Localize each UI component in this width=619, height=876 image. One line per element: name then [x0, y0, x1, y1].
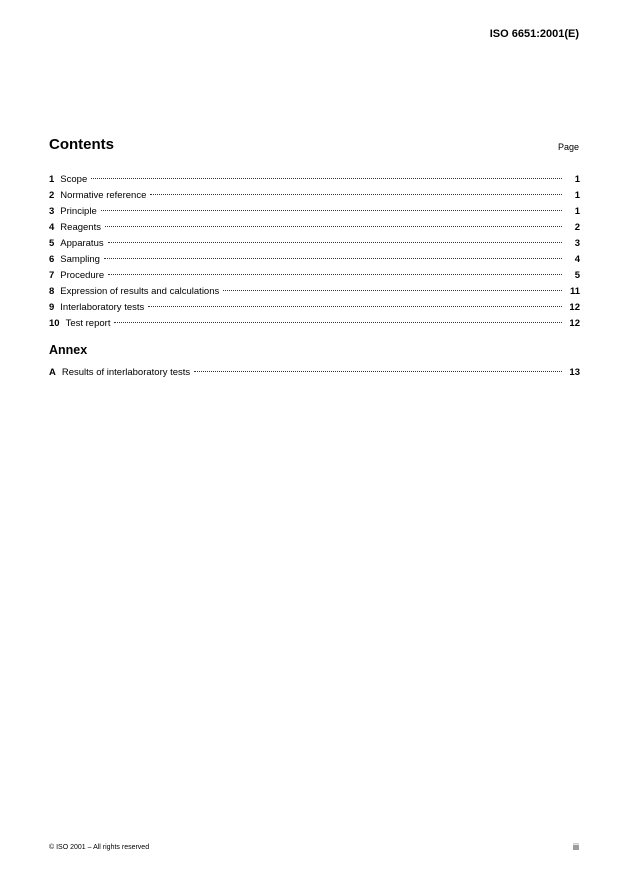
toc-entry-number: 8 — [49, 286, 55, 297]
toc-dot-leader — [148, 306, 562, 307]
toc-dot-leader — [114, 322, 562, 323]
toc-entry-number: 9 — [49, 302, 55, 313]
toc-entry-number: 2 — [49, 190, 55, 201]
annex-list — [49, 365, 580, 381]
toc-entry[interactable] — [49, 188, 580, 204]
toc-entry-number: 6 — [49, 254, 55, 265]
toc-entry-page: 1 — [574, 174, 580, 185]
toc-entry-title: Normative reference — [60, 190, 147, 201]
toc-entry[interactable] — [49, 220, 580, 236]
annex-entry-page: 13 — [569, 367, 580, 378]
page-column-label: Page — [557, 142, 579, 152]
toc-entry[interactable] — [49, 284, 580, 300]
annex-heading: Annex — [49, 343, 88, 357]
toc-dot-leader — [101, 210, 562, 211]
toc-entry-title: Procedure — [60, 270, 105, 281]
toc-entry-page: 4 — [574, 254, 580, 265]
toc-entry[interactable] — [49, 300, 580, 316]
toc-entry-number: 4 — [49, 222, 55, 233]
toc-dot-leader — [108, 274, 562, 275]
toc-entry-page: 1 — [574, 206, 580, 217]
toc-entry-title: Interlaboratory tests — [60, 302, 145, 313]
toc-entry-number: 3 — [49, 206, 55, 217]
toc-entry-page: 5 — [574, 270, 580, 281]
toc-entry-page: 12 — [569, 318, 580, 329]
toc-dot-leader — [108, 242, 562, 243]
footer-page-number: iii — [573, 842, 579, 852]
toc-entry[interactable] — [49, 204, 580, 220]
document-id-header: ISO 6651:2001(E) — [489, 28, 579, 40]
toc-entry-title: Sampling — [60, 254, 100, 265]
toc-entry-title: Apparatus — [60, 238, 104, 249]
toc-dot-leader — [150, 194, 562, 195]
toc-dot-leader — [105, 226, 562, 227]
annex-entry-title: Results of interlaboratory tests — [61, 367, 191, 378]
footer-copyright: © ISO 2001 – All rights reserved — [49, 844, 150, 851]
toc-dot-leader — [223, 290, 562, 291]
toc-entry[interactable] — [49, 252, 580, 268]
contents-title: Contents — [49, 136, 114, 153]
annex-entry-letter: A — [49, 367, 56, 378]
toc-entry-title: Reagents — [60, 222, 101, 233]
table-of-contents — [49, 172, 580, 332]
toc-entry-title: Scope — [60, 174, 88, 185]
toc-entry-title: Expression of results and calculations — [60, 286, 220, 297]
toc-entry-title: Test report — [65, 318, 111, 329]
toc-entry-page: 1 — [574, 190, 580, 201]
toc-entry-page: 3 — [574, 238, 580, 249]
toc-entry[interactable] — [49, 268, 580, 284]
toc-entry-number: 1 — [49, 174, 55, 185]
toc-entry[interactable] — [49, 172, 580, 188]
toc-dot-leader — [91, 178, 562, 179]
toc-entry-number: 7 — [49, 270, 55, 281]
toc-entry-page: 12 — [569, 302, 580, 313]
toc-entry[interactable] — [49, 236, 580, 252]
toc-dot-leader — [194, 371, 562, 372]
annex-entry[interactable] — [49, 365, 580, 381]
toc-entry-number: 10 — [49, 318, 60, 329]
toc-entry-title: Principle — [60, 206, 97, 217]
toc-entry[interactable] — [49, 316, 580, 332]
toc-entry-page: 11 — [569, 286, 580, 297]
toc-entry-number: 5 — [49, 238, 55, 249]
toc-entry-page: 2 — [574, 222, 580, 233]
toc-dot-leader — [104, 258, 562, 259]
